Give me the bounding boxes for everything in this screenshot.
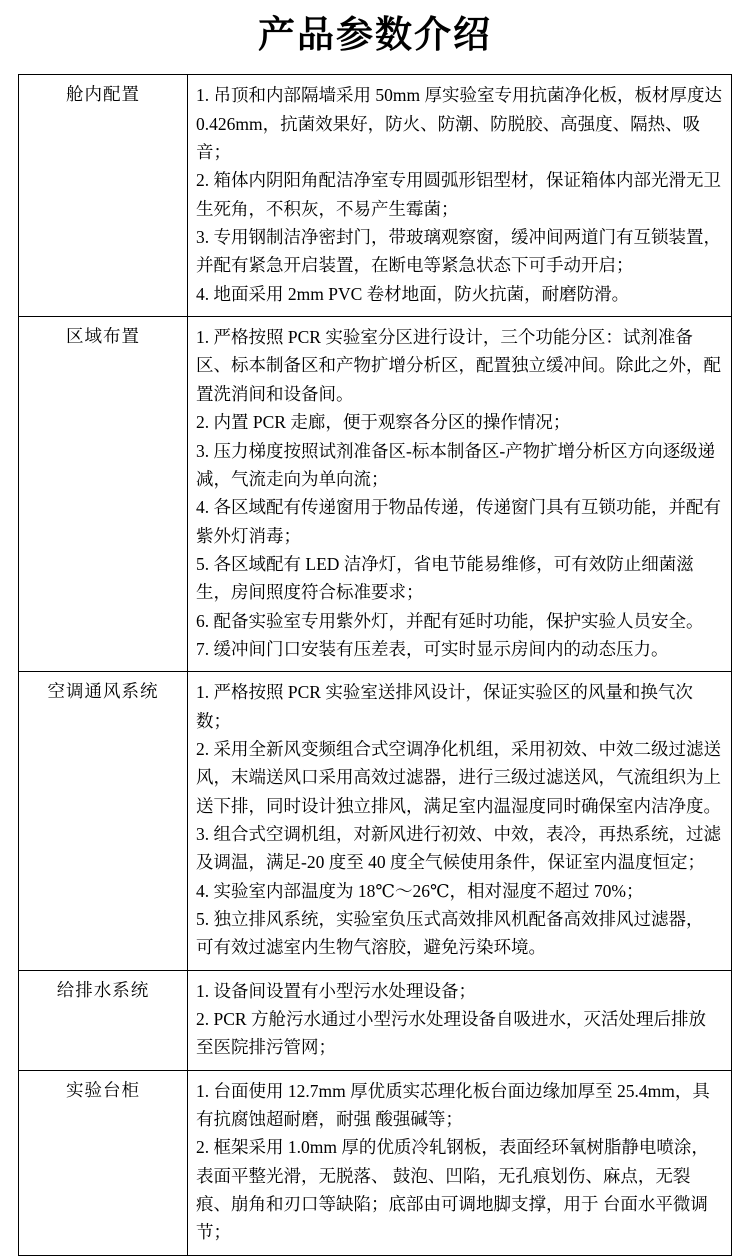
category-cell: 空调通风系统: [19, 672, 188, 970]
detail-item: 2. 箱体内阴阳角配洁净室专用圆弧形铝型材，保证箱体内部光滑无卫生死角，不积灰，不易产生霉菌；: [196, 170, 721, 219]
detail-item: 1. 台面使用 12.7mm 厚优质实芯理化板台面边缘加厚至 25.4mm，具有抗腐蚀超耐磨，耐强 酸强碱等；: [196, 1080, 710, 1130]
category-cell: 实验台柜: [19, 1070, 188, 1255]
detail-item: 4. 各区域配有传递窗用于物品传递，传递窗门具有互锁功能，并配有紫外灯消毒；: [196, 497, 721, 546]
detail-item: 2. 框架采用 1.0mm 厚的优质冷轧钢板，表面经环氧树脂静电喷涂，表面平整光滑，无脱落、 鼓泡、凹陷，无孔痕划伤、麻点，无裂痕、崩角和刃口等缺陷；底部由可调地脚支撑，用于 台面水平微调节；: [196, 1137, 709, 1243]
detail-cell: [188, 75, 732, 317]
detail-item: 4. 实验室内部温度为 18℃～26℃，相对湿度不超过 70%；: [196, 880, 644, 901]
detail-cell: [188, 317, 732, 672]
detail-item: 5. 独立排风系统，实验室负压式高效排风机配备高效排风过滤器， 可有效过滤室内生物气溶胶，避免污染环境。: [196, 909, 704, 958]
detail-item: 2. 内置 PCR 走廊，便于观察各分区的操作情况；: [196, 412, 571, 433]
detail-item: 3. 压力梯度按照试剂准备区-标本制备区-产物扩增分析区方向逐级递减，气流走向为单向流；: [196, 440, 716, 489]
table-row: [19, 1070, 732, 1255]
table-row: [19, 672, 732, 970]
detail-item: 2. 采用全新风变频组合式空调净化机组，采用初效、中效二级过滤送风，末端送风口采用高效过滤器，进行三级过滤送风，气流组织为上送下排，同时设计独立排风，满足室内温湿度同时确保室内洁净度。: [196, 738, 721, 816]
detail-cell: [188, 672, 732, 970]
category-cell: 舱内配置: [19, 75, 188, 317]
detail-item: 2. PCR 方舱污水通过小型污水处理设备自吸进水，灭活处理后排放至医院排污管网；: [196, 1009, 706, 1058]
detail-item: 6. 配备实验室专用紫外灯，并配有延时功能，保护实验人员安全。: [196, 610, 704, 631]
detail-item: 3. 组合式空调机组，对新风进行初效、中效，表冷，再热系统，过滤及调温，满足-20 度至 40 度全气候使用条件，保证室内温度恒定；: [196, 823, 721, 873]
detail-item: 5. 各区域配有 LED 洁净灯，省电节能易维修，可有效防止细菌滋生，房间照度符合标准要求；: [196, 553, 694, 603]
detail-item: 3. 专用钢制洁净密封门，带玻璃观察窗，缓冲间两道门有互锁装置，并配有紧急开启装置，在断电等紧急状态下可手动开启；: [196, 227, 721, 276]
detail-cell: [188, 970, 732, 1070]
table-row: [19, 970, 732, 1070]
detail-item: 4. 地面采用 2mm PVC 卷材地面，防火抗菌，耐磨防滑。: [196, 283, 630, 304]
table-row: [19, 317, 732, 672]
page-title: 产品参数介绍: [258, 15, 492, 56]
detail-item: 1. 设备间设置有小型污水处理设备；: [196, 980, 476, 1001]
specification-table: [18, 74, 732, 1255]
detail-item: 1. 吊顶和内部隔墙采用 50mm 厚实验室专用抗菌净化板，板材厚度达 0.426mm，抗菌效果好，防火、防潮、防脱胶、高强度、隔热、吸音；: [196, 85, 722, 163]
table-row: [19, 75, 732, 317]
detail-item: 1. 严格按照 PCR 实验室送排风设计，保证实验区的风量和换气次数；: [196, 682, 693, 731]
category-cell: 区域布置: [19, 317, 188, 672]
detail-cell: [188, 1070, 732, 1255]
category-cell: 给排水系统: [19, 970, 188, 1070]
detail-item: 1. 严格按照 PCR 实验室分区进行设计，三个功能分区：试剂准备区、标本制备区和产物扩增分析区，配置独立缓冲间。除此之外，配置洗消间和设备间。: [196, 327, 721, 404]
detail-item: 7. 缓冲间门口安装有压差表，可实时显示房间内的动态压力。: [196, 638, 669, 659]
